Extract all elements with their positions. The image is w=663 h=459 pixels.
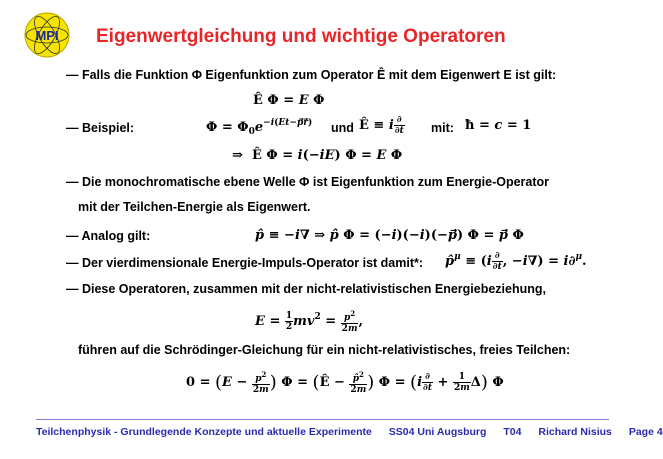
mit-text: mit: [431,121,454,135]
footer-divider [36,419,609,420]
footer-page: Page 4 [628,426,663,438]
mpi-logo [22,10,72,60]
example-label: — Beispiel: [66,121,135,135]
footer-course: Teilchenphysik - Grundlegende Konzepte und aktuelle Experimente [36,426,372,438]
footer-term: SS04 Uni Augsburg [388,426,487,438]
energy-operator: Ê ≡ i $\frac{\partial}{\partial t}$ [359,115,404,136]
plane-wave-text: — Die monochromatische ebene Welle Φ ist Eigenfunktion zum Energie-Operator [66,175,550,189]
momentum-operator-equation: p̂ ≡ −i∇ ⇒ p̂ Φ = (−i)(−i)(−p⃗) Φ = p⃗ Φ [255,228,524,243]
natural-units: ħ = c = 1 [465,118,532,133]
analog-label: — Analog gilt: [66,229,151,243]
plane-wave-equation: $\Phi = \Phi_0e^{-i(Et-pr⃗)}$ [206,118,313,137]
four-momentum-text: — Der vierdimensionale Energie-Impuls-Operator ist damit*: [66,256,424,270]
energy-relation: E = $\frac{1}{2}$ $mv^2$ = $\frac{p^2}{2m}$ , [255,309,363,334]
footer-code: T04 [503,426,522,438]
implication-equation: ⇒ Ê Φ = i(−iE) Φ = E Φ [232,148,403,163]
intro-text: — Falls die Funktion Φ Eigenfunktion zum Operator Ê mit dem Eigenwert E ist gilt: [66,68,557,82]
footer [36,426,663,438]
schroedinger-text: führen auf die Schrödinger-Gleichung für ein nicht-relativistisches, freies Teilchen: [78,343,571,357]
und-text: und [331,121,354,135]
logo-text: MPI [35,28,59,43]
operators-text: — Diese Operatoren, zusammen mit der nicht-relativistischen Energiebeziehung, [66,282,546,296]
schroedinger-equation: 0 = (E − $\frac{p^2}{2m}$ ) Φ = (Ê − $\frac{p̂^2}{2m}$ ) Φ = (i $\frac{\partial}{\partial t}$ + $\frac{1}{2m}$ Δ) Φ [186,370,504,395]
footer-author: Richard Nisius [538,426,612,438]
plane-wave-text-2: mit der Teilchen-Energie als Eigenwert. [78,200,311,214]
slide-title: Eigenwertgleichung und wichtige Operatoren [96,26,506,47]
four-momentum-operator: p̂$^\mu$ ≡ (i $\frac{\partial}{\partial t}$ , −i∇) = i∂$^\mu$. [445,251,587,272]
eigenvalue-equation: Ê Φ = E Φ [253,93,325,108]
